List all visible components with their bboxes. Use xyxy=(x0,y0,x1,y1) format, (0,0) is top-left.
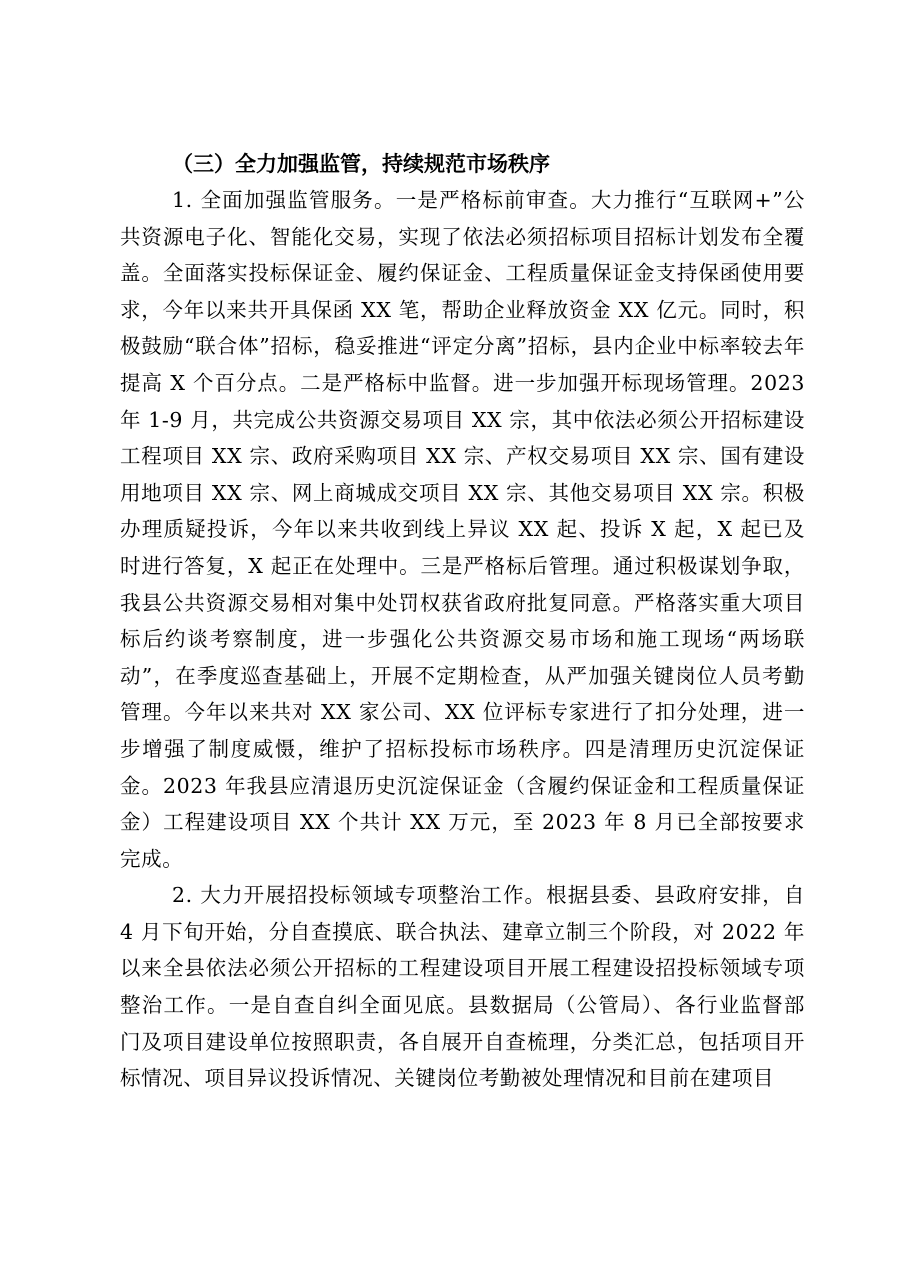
document-page xyxy=(120,145,805,1097)
paragraph-supervision-services: 1. 全面加强监管服务。一是严格标前审查。大力推行“互联网+”公共资源电子化、智能化交易，实现了依法必须招标项目招标计划发布全覆盖。全面落实投标保证金、履约保证金、工程质量保证金支持保函使用要求，今年以来共开具保函 XX 笔，帮助企业释放资金 XX 亿元。同时，积极鼓励“联合体”招标，稳妥推进“评定分离”招标，县内企业中标率较去年提高 X 个百分点。二是严格标中监督。进一步加强开标现场管理。2023 年 1-9 月，共完成公共资源交易项目 XX 宗，其中依法必须公开招标建设工程项目 XX 宗、政府采购项目 XX 宗、产权交易项目 XX 宗、国有建设用地项目 XX 宗、网上商城成交项目 XX 宗、其他交易项目 XX 宗。积极办理质疑投诉，今年以来共收到线上异议 XX 起、投诉 X 起，X 起已及时进行答复，X 起正在处理中。三是严格标后管理。通过积极谋划争取，我县公共资源交易相对集中处罚权获省政府批复同意。严格落实重大项目标后约谈考察制度，进一步强化公共资源交易市场和施工现场“两场联动”，在季度巡查基础上，开展不定期检查，从严加强关键岗位人员考勤管理。今年以来共对 XX 家公司、XX 位评标专家进行了扣分处理，进一步增强了制度威慑，维护了招标投标市场秩序。四是清理历史沉淀保证金。2023 年我县应清退历史沉淀保证金（含履约保证金和工程质量保证金）工程建设项目 XX 个共计 XX 万元，至 2023 年 8 月已全部按要求完成。 xyxy=(120,188,805,871)
paragraph-special-rectification: 2. 大力开展招投标领域专项整治工作。根据县委、县政府安排，自 4 月下旬开始，分自查摸底、联合执法、建章立制三个阶段，对 2022 年以来全县依法必须公开招标的工程建设项目开展工程建设招投标领域专项整治工作。一是自查自纠全面见底。县数据局（公管局）、各行业监督部门及项目建设单位按照职责，各自展开自查梳理，分类汇总，包括项目开标情况、项目异议投诉情况、关键岗位考勤被处理情况和目前在建项目 xyxy=(120,883,805,1091)
section-heading: （三）全力加强监管，持续规范市场秩序 xyxy=(172,151,550,176)
